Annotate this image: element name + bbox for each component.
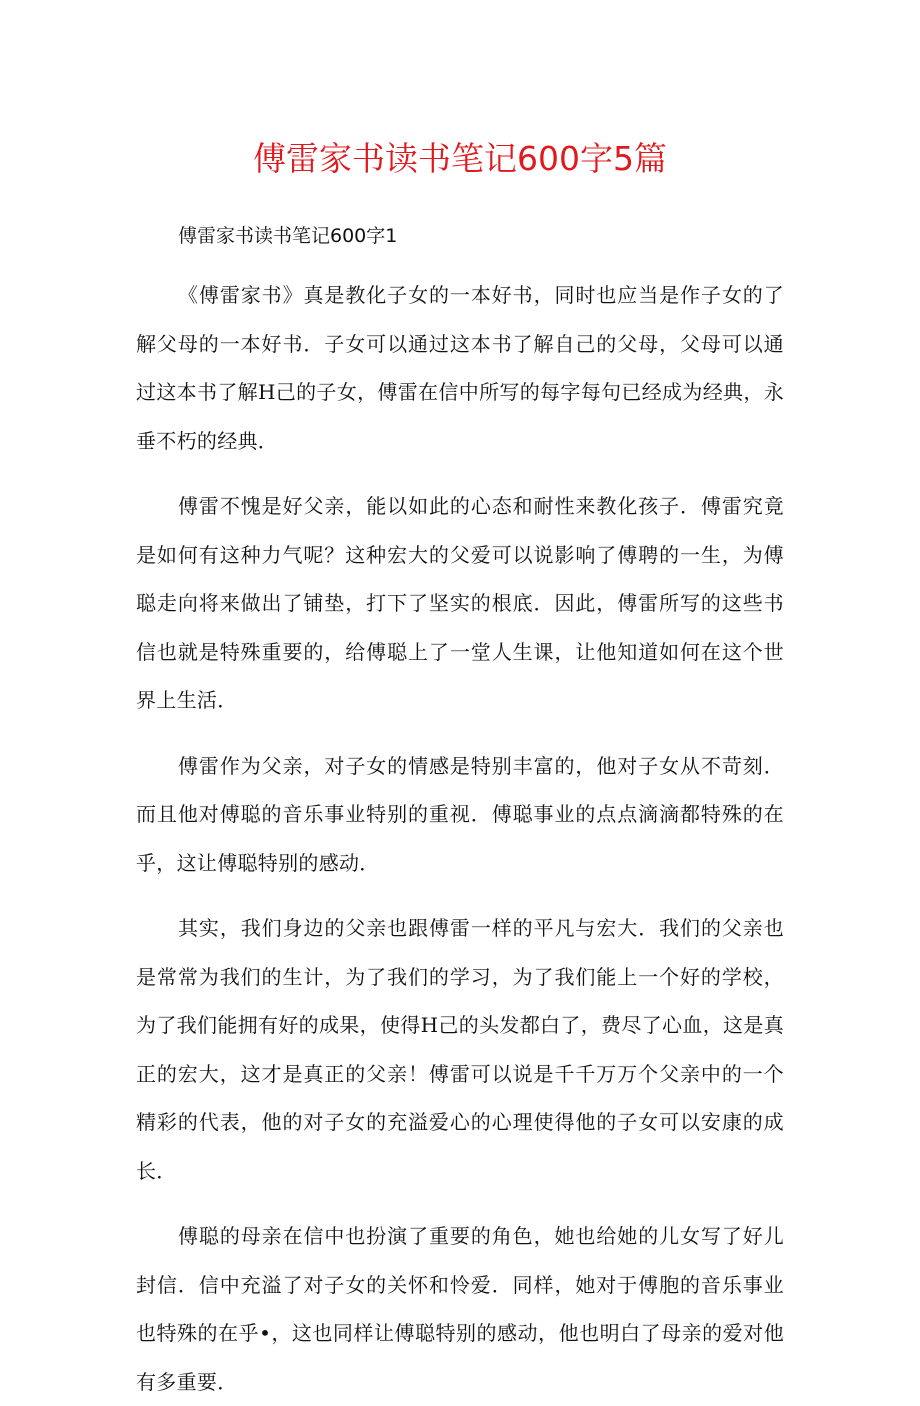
document-body bbox=[136, 218, 784, 1406]
paragraph-5: 傅聪的母亲在信中也扮演了重要的角色，她也给她的儿女写了好儿封信．信中充溢了对子女的关怀和怜爱．同样，她对于傅胞的音乐事业也特殊的在乎•，这也同样让傅聪特别的感动，他也明白了母亲的爱对他有多重要． bbox=[136, 1224, 784, 1394]
page-title: 傅雷家书读书笔记600字5篇 bbox=[253, 139, 667, 178]
paragraph-4: 其实，我们身边的父亲也跟傅雷一样的平凡与宏大．我们的父亲也是常常为我们的生计，为了我们的学习，为了我们能上一个好的学校，为了我们能拥有好的成果，使得H己的头发都白了，费尽了心血，这是真正的宏大，这才是真正的父亲！傅雷可以说是千千万万个父亲中的一个精彩的代表，他的对子女的充溢爱心的心理使得他的子女可以安康的成长． bbox=[136, 916, 784, 1183]
section-subtitle: 傅雷家书读书笔记600字1 bbox=[178, 225, 398, 247]
paragraph-2: 傅雷不愧是好父亲，能以如此的心态和耐性来教化孩子．傅雷究竟是如何有这种力气呢？这种宏大的父爱可以说影响了傅聘的一生，为傅聪走向将来做出了铺垫，打下了坚实的根底．因此，傅雷所写的这些书信也就是特殊重要的，给傅聪上了一堂人生课，让他知道如何在这个世界上生活． bbox=[136, 494, 784, 712]
paragraph-3: 傅雷作为父亲，对子女的情感是特别丰富的，他对子女从不苛刻．而且他对傅聪的音乐事业特别的重视．傅聪事业的点点滴滴都特殊的在乎，这让傅聪特别的感动． bbox=[136, 753, 784, 875]
paragraph-1: 《傅雷家书》真是教化子女的一本好书，同时也应当是作子女的了解父母的一本好书．子女可以通过这本书了解自己的父母，父母可以通过这本书了解H己的子女，傅雷在信中所写的每字每句已经成为经典，永垂不朽的经典． bbox=[136, 283, 784, 453]
